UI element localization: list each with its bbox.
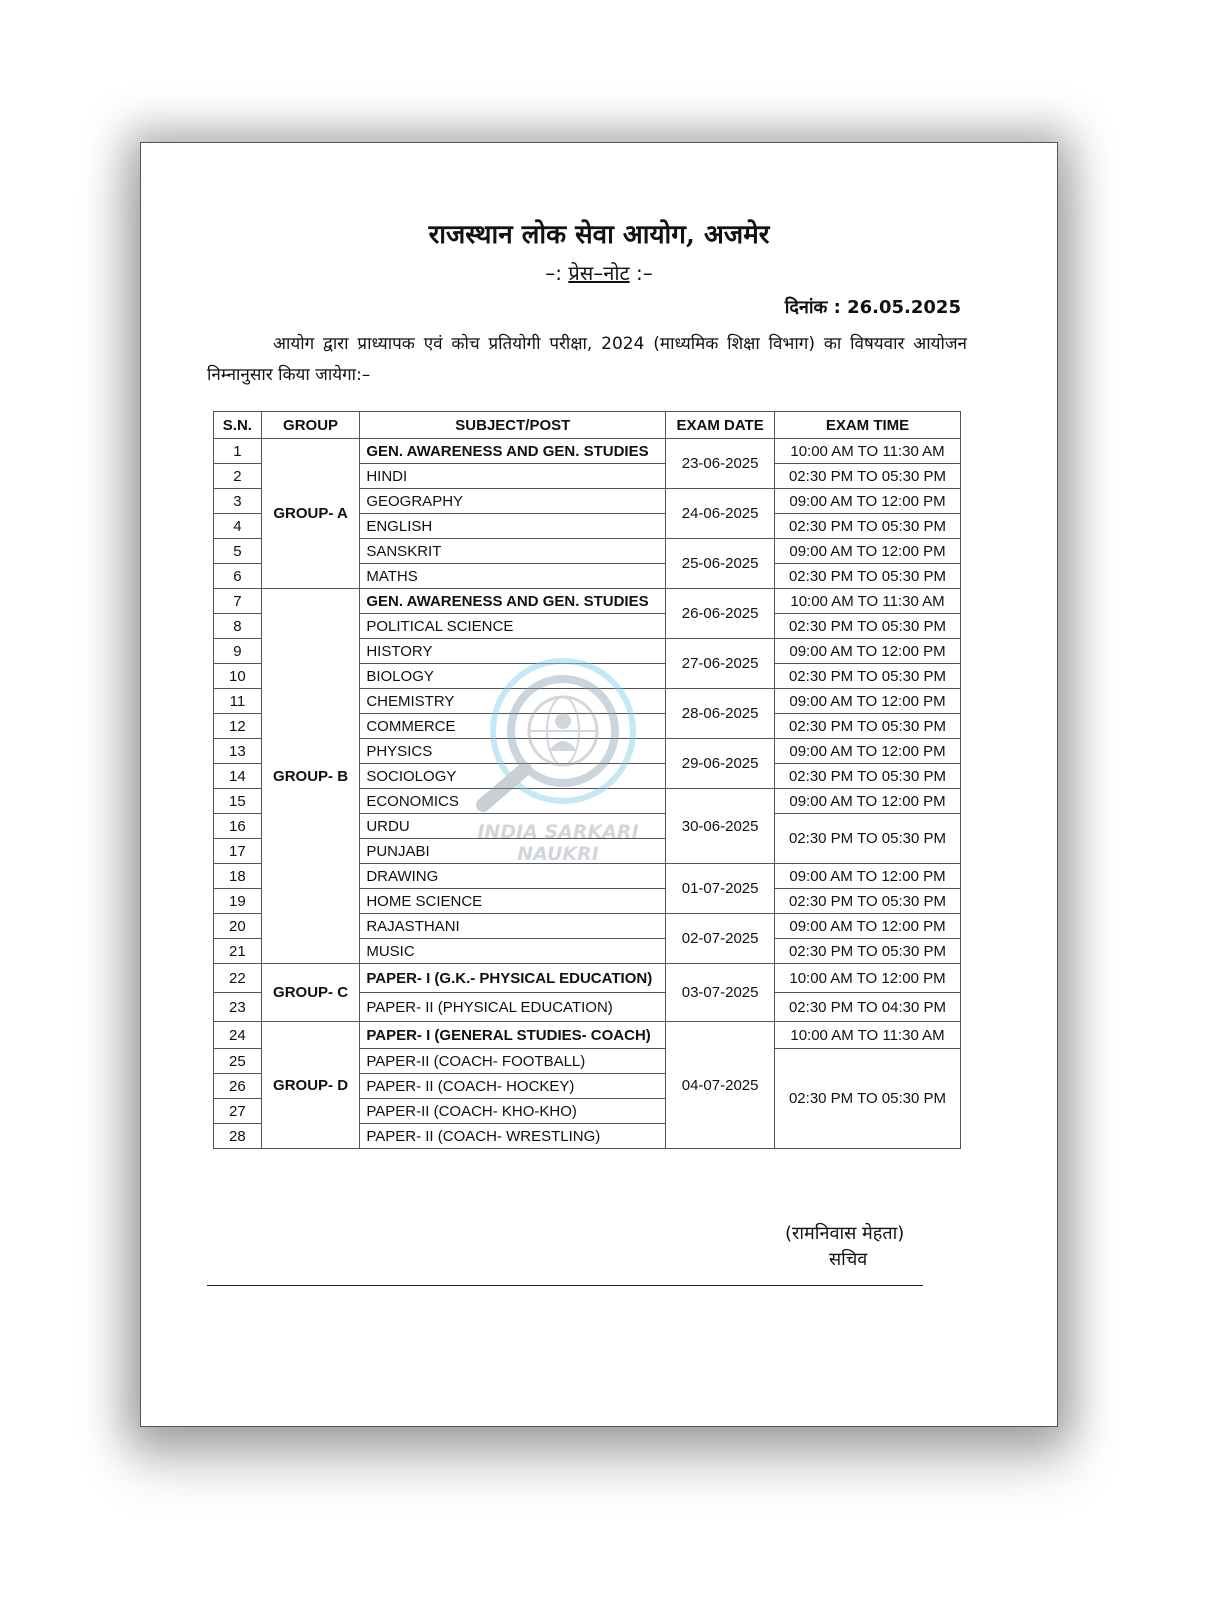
table-row: 4 ENGLISH 02:30 PM TO 05:30 PM [214, 514, 961, 539]
table-row: 14 SOCIOLOGY 02:30 PM TO 05:30 PM [214, 764, 961, 789]
group-cell: GROUP- D [261, 1022, 360, 1149]
table-row: 5 SANSKRIT 25-06-2025 09:00 AM TO 12:00 PM [214, 539, 961, 564]
exam-schedule-table [213, 411, 961, 1149]
table-row: 24 GROUP- D PAPER- I (GENERAL STUDIES- COACH) 04-07-2025 10:00 AM TO 11:30 AM [214, 1022, 961, 1049]
header-group: GROUP [261, 412, 360, 439]
exam-time-cell: 02:30 PM TO 04:30 PM [774, 993, 960, 1022]
table-row: 2 HINDI 02:30 PM TO 05:30 PM [214, 464, 961, 489]
exam-time-cell: 02:30 PM TO 05:30 PM [774, 764, 960, 789]
exam-time-cell: 02:30 PM TO 05:30 PM [774, 714, 960, 739]
exam-time-cell: 02:30 PM TO 05:30 PM [774, 514, 960, 539]
exam-date-cell: 03-07-2025 [666, 964, 775, 1022]
table-row: 9 HISTORY 27-06-2025 09:00 AM TO 12:00 PM [214, 639, 961, 664]
exam-date-cell: 25-06-2025 [666, 539, 775, 589]
group-cell: GROUP- C [261, 964, 360, 1022]
table-row: 10 BIOLOGY 02:30 PM TO 05:30 PM [214, 664, 961, 689]
header-exam-date: EXAM DATE [666, 412, 775, 439]
exam-time-cell: 02:30 PM TO 05:30 PM [774, 814, 960, 864]
exam-time-cell: 09:00 AM TO 12:00 PM [774, 639, 960, 664]
press-note-heading: –: प्रेस–नोट :– [545, 261, 653, 285]
exam-time-cell: 09:00 AM TO 12:00 PM [774, 789, 960, 814]
exam-date-cell: 24-06-2025 [666, 489, 775, 539]
page-title: राजस्थान लोक सेवा आयोग, अजमेर [428, 220, 770, 250]
table-row: 18 DRAWING 01-07-2025 09:00 AM TO 12:00 PM [214, 864, 961, 889]
exam-date-cell: 28-06-2025 [666, 689, 775, 739]
table-row: 25 PAPER-II (COACH- FOOTBALL) 02:30 PM TO 05:30 PM [214, 1049, 961, 1074]
table-row: 23 PAPER- II (PHYSICAL EDUCATION) 02:30 PM TO 04:30 PM [214, 993, 961, 1022]
table-row: 20 RAJASTHANI 02-07-2025 09:00 AM TO 12:00 PM [214, 914, 961, 939]
exam-time-cell: 09:00 AM TO 12:00 PM [774, 914, 960, 939]
exam-time-cell: 09:00 AM TO 12:00 PM [774, 864, 960, 889]
table-row: 17 PUNJABI [214, 839, 961, 864]
table-row: 7 GROUP- B GEN. AWARENESS AND GEN. STUDIES 26-06-2025 10:00 AM TO 11:30 AM [214, 589, 961, 614]
exam-time-cell: 09:00 AM TO 12:00 PM [774, 689, 960, 714]
signatory-name: (रामनिवास मेहता) [785, 1223, 905, 1244]
watermark-text-line2: NAUKRI [517, 843, 599, 865]
exam-time-cell: 02:30 PM TO 05:30 PM [774, 889, 960, 914]
table-row: 1 GROUP- A GEN. AWARENESS AND GEN. STUDIES 23-06-2025 10:00 AM TO 11:30 AM [214, 439, 961, 464]
header-exam-time: EXAM TIME [774, 412, 960, 439]
press-note-label: प्रेस–नोट [568, 261, 630, 285]
intro-paragraph: आयोग द्वारा प्राध्यापक एवं कोच प्रतियोगी परीक्षा, 2024 (माध्यमिक शिक्षा विभाग) का विषयवार आयोजन निम्नानुसार किया जायेगा:– [207, 334, 967, 385]
exam-date-cell: 27-06-2025 [666, 639, 775, 689]
table-row: 15 ECONOMICS 30-06-2025 09:00 AM TO 12:00 PM [214, 789, 961, 814]
exam-date-cell: 23-06-2025 [666, 439, 775, 489]
table-row: 12 COMMERCE 02:30 PM TO 05:30 PM [214, 714, 961, 739]
group-cell: GROUP- A [261, 439, 360, 589]
exam-time-cell: 02:30 PM TO 05:30 PM [774, 1049, 960, 1149]
table-row: 22 GROUP- C PAPER- I (G.K.- PHYSICAL EDUCATION) 03-07-2025 10:00 AM TO 12:00 PM [214, 964, 961, 993]
exam-time-cell: 09:00 AM TO 12:00 PM [774, 489, 960, 514]
press-note-page [140, 142, 1058, 1427]
header-sn: S.N. [214, 412, 262, 439]
exam-time-cell: 02:30 PM TO 05:30 PM [774, 939, 960, 964]
exam-date-cell: 26-06-2025 [666, 589, 775, 639]
table-row: 21 MUSIC 02:30 PM TO 05:30 PM [214, 939, 961, 964]
exam-time-cell: 02:30 PM TO 05:30 PM [774, 664, 960, 689]
header-subject: SUBJECT/POST [360, 412, 666, 439]
exam-time-cell: 10:00 AM TO 11:30 AM [774, 1022, 960, 1049]
exam-date-cell: 29-06-2025 [666, 739, 775, 789]
table-row: 16 URDU 02:30 PM TO 05:30 PM [214, 814, 961, 839]
table-row: 8 POLITICAL SCIENCE 02:30 PM TO 05:30 PM [214, 614, 961, 639]
table-row: 3 GEOGRAPHY 24-06-2025 09:00 AM TO 12:00 PM [214, 489, 961, 514]
footer-divider [207, 1285, 923, 1286]
exam-time-cell: 10:00 AM TO 11:30 AM [774, 439, 960, 464]
signatory-title: सचिव [829, 1249, 868, 1270]
exam-date-cell: 30-06-2025 [666, 789, 775, 864]
table-row: 19 HOME SCIENCE 02:30 PM TO 05:30 PM [214, 889, 961, 914]
exam-time-cell: 10:00 AM TO 11:30 AM [774, 589, 960, 614]
table-row: 28 PAPER- II (COACH- WRESTLING) [214, 1124, 961, 1149]
table-row: 13 PHYSICS 29-06-2025 09:00 AM TO 12:00 PM [214, 739, 961, 764]
table-row: 11 CHEMISTRY 28-06-2025 09:00 AM TO 12:00 PM [214, 689, 961, 714]
exam-time-cell: 02:30 PM TO 05:30 PM [774, 564, 960, 589]
exam-time-cell: 02:30 PM TO 05:30 PM [774, 614, 960, 639]
exam-date-cell: 01-07-2025 [666, 864, 775, 914]
document-date: दिनांक : 26.05.2025 [784, 297, 961, 318]
exam-time-cell: 10:00 AM TO 12:00 PM [774, 964, 960, 993]
exam-time-cell: 09:00 AM TO 12:00 PM [774, 539, 960, 564]
exam-time-cell: 02:30 PM TO 05:30 PM [774, 464, 960, 489]
exam-date-cell: 02-07-2025 [666, 914, 775, 964]
table-header-row [214, 412, 961, 439]
table-row: 6 MATHS 02:30 PM TO 05:30 PM [214, 564, 961, 589]
table-row: 27 PAPER-II (COACH- KHO-KHO) [214, 1099, 961, 1124]
table-row: 26 PAPER- II (COACH- HOCKEY) [214, 1074, 961, 1099]
watermark-text-line1: INDIA SARKARI [477, 821, 639, 843]
group-cell: GROUP- B [261, 589, 360, 964]
exam-time-cell: 09:00 AM TO 12:00 PM [774, 739, 960, 764]
exam-date-cell: 04-07-2025 [666, 1022, 775, 1149]
